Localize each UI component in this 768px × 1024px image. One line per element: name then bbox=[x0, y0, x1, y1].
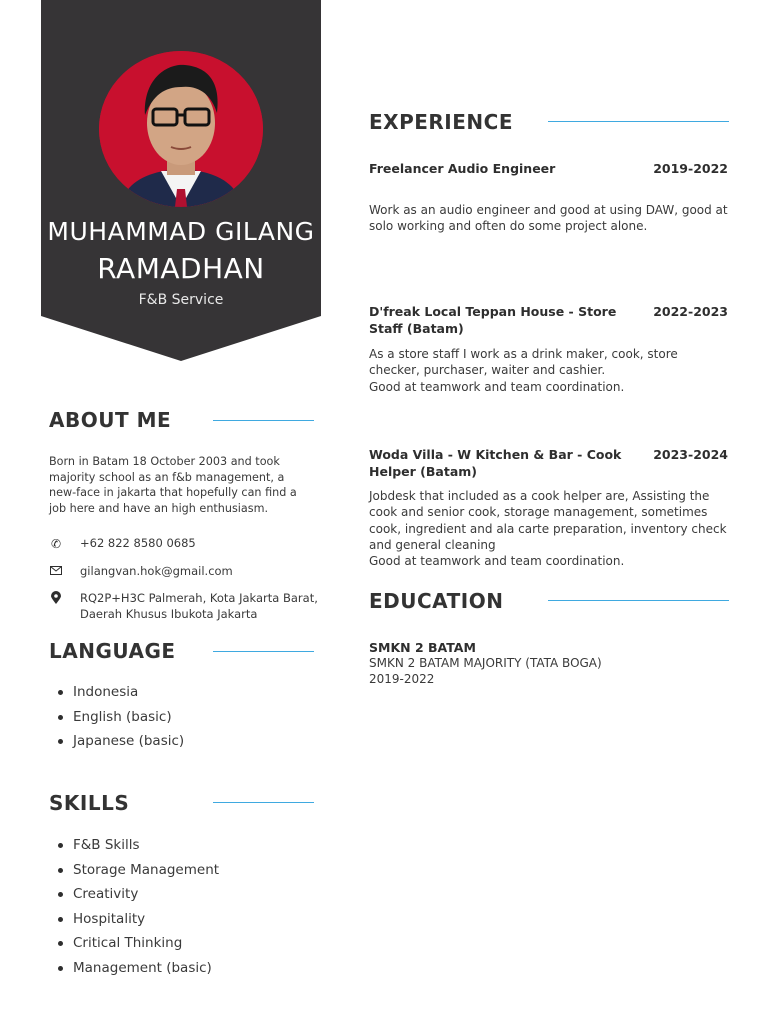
job-years: 2019-2022 bbox=[653, 161, 728, 176]
education-title: EDUCATION bbox=[369, 589, 504, 613]
name-line-2: RAMADHAN bbox=[97, 252, 265, 285]
language-item: English (basic) bbox=[49, 707, 184, 732]
language-item: Indonesia bbox=[49, 682, 184, 707]
skill-item: Storage Management bbox=[49, 860, 219, 885]
job-description: As a store staff I work as a drink maker, cook, store checker, purchaser, waiter and cashier. Good at teamwork and team coordination. bbox=[369, 347, 678, 394]
experience-divider bbox=[548, 121, 729, 122]
education-major: SMKN 2 BATAM MAJORITY (TATA BOGA) bbox=[369, 656, 602, 670]
job-description: Jobdesk that included as a cook helper are, Assisting the cook and senior cook, storage management, sometimes cook, ingredient and ala carte preparation, inventory check and general cleaning Good at teamwork and team coordination. bbox=[369, 489, 727, 569]
job-title: D'freak Local Teppan House - Store Staff (Batam) bbox=[369, 304, 617, 336]
education-years: 2019-2022 bbox=[369, 672, 435, 686]
skills-title: SKILLS bbox=[49, 791, 130, 815]
skill-item: Critical Thinking bbox=[49, 933, 219, 958]
envelope-icon bbox=[49, 564, 63, 578]
about-title: ABOUT ME bbox=[49, 408, 172, 432]
job-years: 2023-2024 bbox=[653, 447, 728, 462]
about-text: Born in Batam 18 October 2003 and took majority school as an f&b management, a new-face in jakarta that hopefully can find a job here and have an high enthusiasm. bbox=[49, 455, 297, 515]
name-line-1: MUHAMMAD GILANG bbox=[47, 217, 315, 246]
job-title: Freelancer Audio Engineer bbox=[369, 161, 556, 176]
job-years: 2022-2023 bbox=[653, 304, 728, 319]
language-divider bbox=[213, 651, 314, 652]
address-text: RQ2P+H3C Palmerah, Kota Jakarta Barat, Daerah Khusus Ibukota Jakarta bbox=[80, 591, 318, 621]
job-role: F&B Service bbox=[138, 292, 224, 308]
job-description: Work as an audio engineer and good at using DAW, good at solo working and often do some project alone. bbox=[369, 203, 728, 234]
phone-icon: ✆ bbox=[50, 537, 62, 551]
skill-item: Management (basic) bbox=[49, 958, 219, 983]
about-divider bbox=[213, 420, 314, 421]
skills-divider bbox=[213, 802, 314, 803]
language-item: Japanese (basic) bbox=[49, 731, 184, 756]
profile-photo bbox=[99, 51, 263, 207]
avatar bbox=[99, 51, 263, 207]
education-divider bbox=[548, 600, 729, 601]
skill-item: Creativity bbox=[49, 884, 219, 909]
language-title: LANGUAGE bbox=[49, 639, 176, 663]
skill-item: F&B Skills bbox=[49, 835, 219, 860]
phone-text: +62 822 8580 0685 bbox=[80, 536, 196, 550]
skill-item: Hospitality bbox=[49, 909, 219, 934]
map-pin-icon bbox=[49, 591, 63, 605]
email-text: gilangvan.hok@gmail.com bbox=[80, 564, 233, 578]
skills-list bbox=[49, 835, 219, 983]
job-title: Woda Villa - W Kitchen & Bar - Cook Helper (Batam) bbox=[369, 447, 622, 479]
education-school: SMKN 2 BATAM bbox=[369, 640, 476, 655]
language-list bbox=[49, 682, 184, 756]
experience-title: EXPERIENCE bbox=[369, 110, 513, 134]
